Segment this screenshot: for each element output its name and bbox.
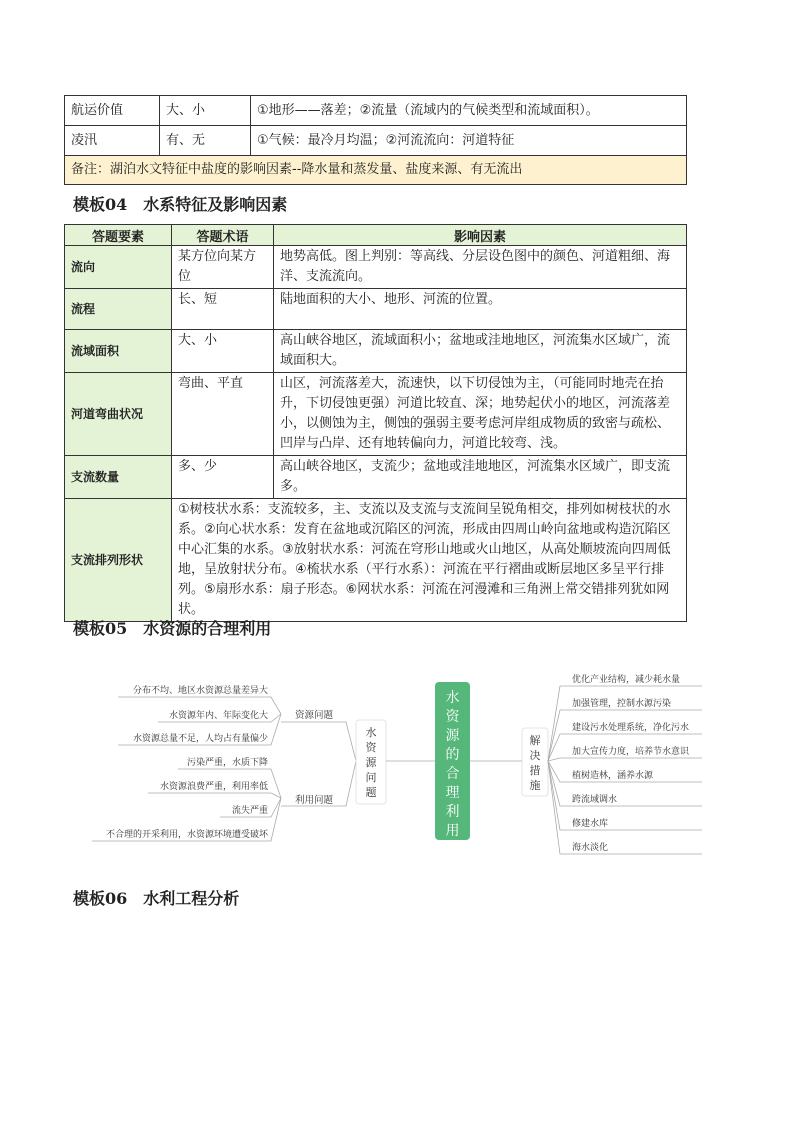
table-cell-factor: ①树枝状水系：支流较多，主、支流以及支流与支流间呈锐角相交，排列如树枝状的水系。②向心状水系：发育在盆地或沉陷区的河流，形成由四周山岭向盆地或构造沉陷区中心汇集的水系。③放射状水系：河流在穹形山地或火山地区，从高处顺坡流向四周低地，呈放射状分布。④梳状水系（平行水系）：河流在平行褶曲或断层地区多呈平行排列。⑤扇形水系：扇子形态。⑥网状水系：河流在河漫滩和三角洲上常交错排列犹如网状。	[172, 499, 687, 622]
table-row	[65, 499, 687, 622]
mindmap-center-node	[435, 682, 470, 840]
section-label: 模板04	[73, 195, 128, 214]
svg-text:解决措施: 解决措施	[529, 734, 541, 792]
mindmap-measure: 跨流域调水	[572, 795, 618, 805]
mindmap-leaf	[158, 709, 281, 722]
table-cell-factor: ①气候：最冷月均温；②河流流向：河道特征	[251, 126, 687, 156]
svg-text:分布不均、地区水资源总量差异大: 分布不均、地区水资源总量差异大	[132, 686, 268, 696]
svg-text:资源问题: 资源问题	[294, 710, 334, 721]
mindmap-measure: 加大宣传力度，培养节水意识	[572, 747, 690, 757]
mindmap-measure: 海水淡化	[572, 843, 609, 853]
table-cell-item: 流域面积	[65, 330, 172, 373]
table-cell-factor: 高山峡谷地区，流域面积小；盆地或洼地地区，河流集水区域广，流域面积大。	[274, 330, 687, 373]
mindmap-measure: 植树造林，涵养水源	[572, 771, 654, 781]
table-cell-term: 多、少	[172, 456, 274, 499]
table-note: 备注：湖泊水文特征中盐度的影响因素--降水量和蒸发量、盐度来源、有无流出	[65, 156, 687, 185]
section-label: 模板06	[73, 889, 128, 908]
svg-text:污染严重，水质下降: 污染严重，水质下降	[186, 758, 268, 768]
mindmap-branch	[281, 709, 356, 761]
section-label: 模板05	[73, 619, 128, 638]
water-feature-table-continued	[64, 95, 687, 185]
water-resource-mindmap	[88, 660, 718, 860]
section-heading-06	[73, 886, 239, 909]
table-cell-term: 大、小	[160, 96, 251, 126]
table-row	[65, 330, 687, 373]
mindmap-measure: 建设污水处理系统，净化污水	[572, 723, 690, 733]
table-row	[65, 246, 687, 289]
table-row	[65, 289, 687, 330]
svg-text:水资源的合理利用: 水资源的合理利用	[445, 690, 460, 839]
table-header-row	[65, 225, 687, 246]
table-row	[65, 373, 687, 456]
column-header: 答题术语	[172, 225, 274, 246]
mindmap-measure: 修建水库	[572, 819, 609, 829]
table-note-row	[65, 156, 687, 185]
water-system-table	[64, 224, 687, 622]
column-header: 答题要素	[65, 225, 172, 246]
svg-text:水资源问题: 水资源问题	[365, 726, 377, 799]
mindmap-leaf	[220, 798, 281, 817]
mindmap-measure: 优化产业结构，减少耗水量	[572, 675, 681, 685]
table-cell-item: 凌汛	[65, 126, 160, 156]
table-cell-item: 支流排列形状	[65, 499, 172, 622]
mindmap-leaf	[148, 780, 281, 798]
svg-text:不合理的开采利用，水资源环境遭受破坏: 不合理的开采利用，水资源环境遭受破坏	[105, 830, 268, 840]
table-cell-term: 有、无	[160, 126, 251, 156]
mindmap-solve-node	[522, 728, 548, 796]
table-cell-factor: 山区，河流落差大，流速快，以下切侵蚀为主，（可能同时地壳在抬升，下切侵蚀更强）河道比较直、深；地势起伏小的地区，河流落差小，以侧蚀为主，侧蚀的强弱主要考虑河岸组成物质的致密与疏松、凹岸与凸岸、还有地转偏向力，河道比较弯、浅。	[274, 373, 687, 456]
table-cell-item: 支流数量	[65, 456, 172, 499]
svg-text:水资源浪费严重，利用率低: 水资源浪费严重，利用率低	[159, 782, 268, 792]
svg-text:流失严重: 流失严重	[231, 806, 268, 816]
mindmap-problem-node	[356, 720, 386, 804]
table-cell-item: 流向	[65, 246, 172, 289]
table-cell-factor: 地势高低。图上判别：等高线、分层设色图中的颜色、河道粗细、海洋、支流流向。	[274, 246, 687, 289]
svg-text:水资源年内、年际变化大: 水资源年内、年际变化大	[168, 711, 268, 721]
mindmap-measures	[548, 673, 702, 854]
table-cell-factor: 陆地面积的大小、地形、河流的位置。	[274, 289, 687, 330]
table-cell-term: 弯曲、平直	[172, 373, 274, 456]
mindmap-measure-connector	[548, 758, 702, 761]
column-header: 影响因素	[274, 225, 687, 246]
svg-text:水资源总量不足，人均占有量偏少: 水资源总量不足，人均占有量偏少	[132, 734, 268, 744]
table-row	[65, 96, 687, 126]
table-cell-factor: ①地形——落差；②流量（流域内的气候类型和流域面积）。	[251, 96, 687, 126]
mindmap-leaf	[92, 798, 281, 841]
mindmap-branch	[281, 761, 356, 806]
table-cell-factor: 高山峡谷地区，支流少；盆地或洼地地区，河流集水区域广，即支流多。	[274, 456, 687, 499]
table-cell-term: 大、小	[172, 330, 274, 373]
table-cell-item: 河道弯曲状况	[65, 373, 172, 456]
section-title: 水资源的合理利用	[143, 619, 272, 638]
table-cell-item: 航运价值	[65, 96, 160, 126]
section-title: 水利工程分析	[143, 889, 240, 908]
table-cell-term: 某方位向某方位	[172, 246, 274, 289]
svg-text:利用问题: 利用问题	[294, 795, 334, 806]
section-title: 水系特征及影响因素	[143, 195, 288, 214]
section-heading-04	[73, 192, 287, 215]
table-row	[65, 126, 687, 156]
mindmap-measure: 加强管理，控制水源污染	[572, 699, 672, 709]
table-row	[65, 456, 687, 499]
table-cell-term: 长、短	[172, 289, 274, 330]
section-heading-05	[73, 616, 271, 639]
table-cell-item: 流程	[65, 289, 172, 330]
mindmap-leaf	[118, 684, 281, 714]
